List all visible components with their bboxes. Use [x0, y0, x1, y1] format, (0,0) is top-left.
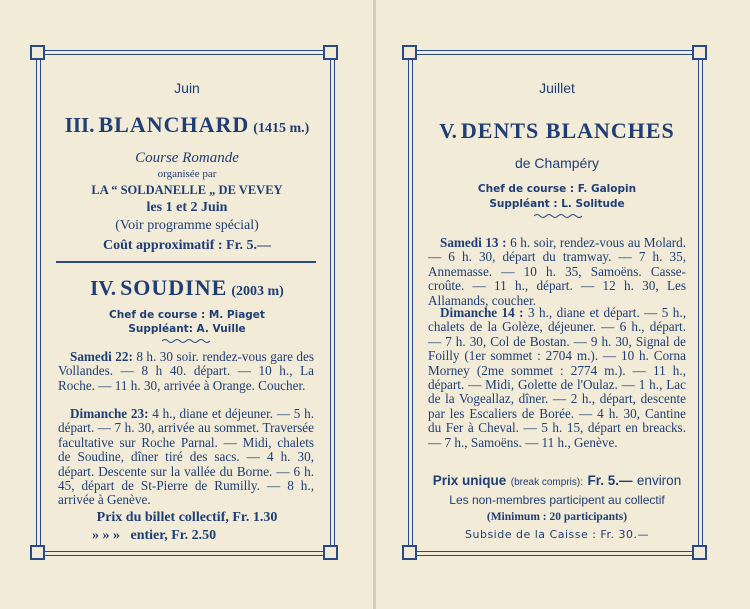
organised-by-label: organisée par — [157, 168, 217, 180]
minimum-participants: (Minimum : 20 participants) — [486, 511, 628, 523]
course-number: III. — [64, 113, 95, 137]
course-altitude: (1415 m.) — [253, 121, 310, 136]
corner-square-icon — [323, 545, 338, 560]
course-name: BLANCHARD — [98, 112, 250, 137]
wavy-separator-icon — [534, 213, 582, 219]
price-value: Fr. 5.— — [587, 473, 633, 488]
course-deputy: Suppléant : L. Solitude — [489, 198, 625, 210]
corner-square-icon — [692, 545, 707, 560]
saturday-text: 8 h. 30 soir. rendez-vous gare des Vollandes. — 8 h 40. départ. — 10 h., La Roche. — 11 h. 30, arrivée à Orange. Coucher. — [58, 349, 315, 393]
course-name: SOUDINE — [120, 275, 228, 300]
corner-square-icon — [30, 45, 45, 60]
corner-square-icon — [692, 45, 707, 60]
course-leader: Chef de course : M. Piaget — [109, 309, 265, 321]
price-label: Prix unique — [432, 473, 507, 488]
course-5-title — [412, 118, 702, 144]
sunday-label: Dimanche 14 : — [440, 305, 524, 320]
course-deputy: Suppléant: A. Vuille — [128, 323, 246, 335]
price-tail: environ — [636, 473, 682, 488]
ditto-marks: » » » — [92, 528, 120, 543]
course-number: V. — [439, 119, 457, 143]
left-page — [0, 0, 374, 609]
program-note: (Voir programme spécial) — [115, 218, 259, 233]
course-name: DENTS BLANCHES — [460, 118, 675, 143]
section-divider — [56, 261, 316, 263]
price-full: entier, Fr. 2.50 — [130, 528, 217, 543]
corner-square-icon — [30, 545, 45, 560]
course-number: IV. — [90, 276, 117, 300]
sunday-label: Dimanche 23: — [70, 406, 149, 421]
wavy-separator-icon — [162, 338, 210, 344]
price-full-line — [92, 528, 216, 544]
members-note: Les non-membres participent au collectif — [449, 493, 665, 507]
right-page — [376, 0, 750, 609]
price-note: (break compris): — [510, 477, 583, 488]
course-place: de Champéry — [514, 155, 600, 171]
saturday-paragraph — [58, 350, 314, 393]
course-4-title — [40, 275, 334, 301]
cost-line: Coût approximatif : Fr. 5.— — [103, 238, 271, 253]
month-heading: Juillet — [539, 80, 575, 96]
saturday-text: 6 h. soir, rendez-vous au Molard. — 6 h. 30, départ du tramway. — 7 h. 35, Annemasse. — 10 h. 35, Samoëns. Casse-croûte. — 11 h., départ. — 12 h. 30, Les Allamands, coucher. — [428, 235, 687, 308]
sunday-text: 4 h., diane et déjeuner. — 5 h. départ. — 7 h. 30, arrivée au sommet. Traversée facultative sur Roche Parnal. — Midi, chalets de Soudine, dîner tiré des sacs. — 4 h. 30, départ. Descente sur la vallée du Borne. — 6 h. 45, départ de St-Pierre de Rumilly. — 8 h., arrivée à Genève. — [58, 406, 315, 508]
corner-square-icon — [323, 45, 338, 60]
price-collective: Prix du billet collectif, Fr. 1.30 — [96, 510, 278, 525]
sunday-paragraph — [58, 407, 314, 508]
sunday-paragraph — [428, 306, 686, 450]
corner-square-icon — [402, 45, 417, 60]
sunday-text: 3 h., diane et départ. — 5 h., chalets de la Golèze, déjeuner. — 6 h., départ. — 7 h. 30, Col de Bostan. — 9 h. 30, Signal de Foilly (1er sommet : 2704 m.). — 10 h. Corna Morney (2me sommet : 2774 m.). — 11 h., départ. — Midi, Golette de l'Oulaz. — 1 h., Lac de la Vogeallaz, dîner. — 2 h., départ, descente par les Escaliers de Borée. — 4 h. 30, Cantine du Fer à Cheval. — 5 h. 15, départ en breacks. — 7 h., Samoëns. — 11 h., Genève. — [428, 305, 686, 450]
course-type: Course Romande — [135, 150, 239, 166]
course-leader: Chef de course : F. Galopin — [477, 183, 637, 195]
course-altitude: (2003 m) — [231, 284, 284, 299]
course-3-title — [40, 112, 334, 138]
organiser-name: LA “ SOLDANELLE „ DE VEVEY — [91, 183, 283, 197]
saturday-paragraph — [428, 236, 686, 308]
saturday-label: Samedi 13 : — [440, 235, 507, 250]
corner-square-icon — [402, 545, 417, 560]
subsidy-line: Subside de la Caisse : Fr. 30.— — [465, 528, 649, 541]
event-dates: les 1 et 2 Juin — [146, 200, 228, 215]
saturday-label: Samedi 22: — [70, 349, 133, 364]
price-unique — [412, 472, 702, 490]
month-heading: Juin — [174, 80, 200, 96]
